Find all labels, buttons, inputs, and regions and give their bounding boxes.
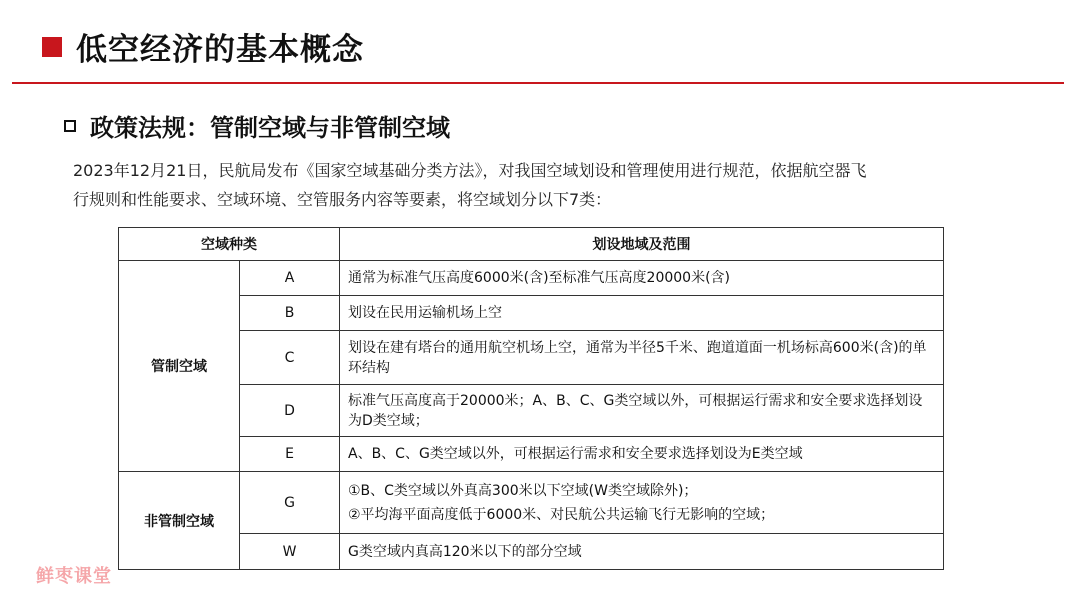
- page-header: [42, 24, 364, 69]
- section-header: [64, 108, 450, 143]
- class-description: [340, 472, 944, 534]
- class-code: A: [240, 261, 340, 296]
- table-row: [119, 437, 944, 472]
- intro-line-1: 2023年12月21日，民航局发布《国家空域基础分类方法》，对我国空域划设和管理使用进行规范，依据航空器飞: [73, 161, 867, 180]
- class-code: E: [240, 437, 340, 472]
- category-controlled: 管制空域: [119, 261, 240, 472]
- class-description: A、B、C、G类空域以外，可根据运行需求和安全要求选择划设为E类空域: [340, 437, 944, 472]
- table-row: [119, 385, 944, 437]
- section-title: 政策法规：管制空域与非管制空域: [90, 114, 450, 142]
- class-code: G: [240, 472, 340, 534]
- class-description: 划设在民用运输机场上空: [340, 296, 944, 331]
- intro-paragraph: [73, 156, 973, 214]
- table-header-row: [119, 228, 944, 261]
- class-code: C: [240, 331, 340, 385]
- watermark: 鲜枣课堂: [36, 566, 112, 587]
- class-description: 标准气压高度高于20000米；A、B、C、G类空域以外，可根据运行需求和安全要求选择划设为D类空域；: [340, 385, 944, 437]
- class-description: 通常为标准气压高度6000米(含)至标准气压高度20000米(含): [340, 261, 944, 296]
- table-row: [119, 472, 944, 534]
- title-divider: [12, 82, 1064, 84]
- class-description-line-2: ②平均海平面高度低于6000米、对民航公共运输飞行无影响的空域；: [348, 506, 775, 523]
- class-description: G类空域内真高120米以下的部分空域: [340, 534, 944, 570]
- page-title: 低空经济的基本概念: [76, 32, 364, 68]
- intro-line-2: 行规则和性能要求、空域环境、空管服务内容等要素，将空域划分以下7类：: [73, 190, 612, 209]
- class-description-line-1: ①B、C类空域以外真高300米以下空域(W类空域除外)；: [348, 482, 698, 499]
- hollow-square-bullet-icon: [64, 120, 76, 132]
- class-code: B: [240, 296, 340, 331]
- title-square-icon: [42, 37, 62, 57]
- table-row: [119, 534, 944, 570]
- table-row: [119, 296, 944, 331]
- class-description: 划设在建有塔台的通用航空机场上空，通常为半径5千米、跑道道面一机场标高600米(含)的单环结构: [340, 331, 944, 385]
- class-code: W: [240, 534, 340, 570]
- class-code: D: [240, 385, 340, 437]
- category-uncontrolled: 非管制空域: [119, 472, 240, 570]
- airspace-table: [118, 227, 944, 570]
- table-row: [119, 331, 944, 385]
- table-row: [119, 261, 944, 296]
- header-airspace-type: 空域种类: [119, 228, 340, 261]
- header-area-scope: 划设地域及范围: [340, 228, 944, 261]
